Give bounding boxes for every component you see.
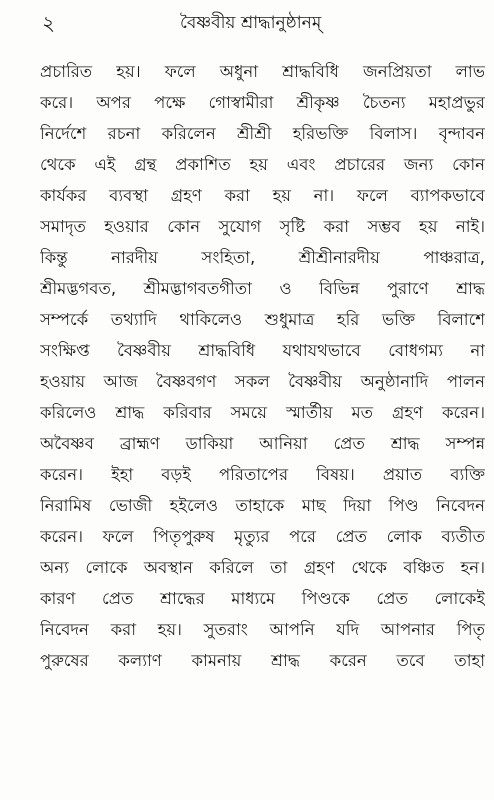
text-line: কার্যকর ব্যবস্থা গ্রহণ করা হয় না। ফলে ব্যাপকভাবে (40, 186, 485, 205)
text-line: করিলেও শ্রাদ্ধ করিবার সময়ে স্মার্তীয় মত গ্রহণ করেন। (40, 403, 485, 422)
text-line: অবৈষ্ণব ব্রাহ্মণ ডাকিয়া আনিয়া প্রেত শ্রাদ্ধ সম্পন্ন (40, 434, 485, 453)
text-line: হওয়ায় আজ বৈষ্ণবগণ সকল বৈষ্ণবীয় অনুষ্ঠানাদি পালন (40, 372, 485, 391)
text-line: নিরামিষ ভোজী হইলেও তাহাকে মাছ দিয়া পিণ্ড নিবেদন (40, 496, 485, 515)
text-line: করেন। ইহা বড়ই পরিতাপের বিষয়। প্রয়াত ব্যক্তি (40, 465, 485, 484)
page-number: ২ (42, 11, 56, 35)
text-line: করে। অপর পক্ষে গোস্বামীরা শ্রীকৃষ্ণ চৈতন্য মহাপ্রভুর (40, 93, 485, 112)
text-line: সম্পর্কে তথ্যাদি থাকিলেও শুধুমাত্র হরি ভক্তি বিলাশে (40, 310, 485, 329)
text-line: প্রচারিত হয়। ফলে অধুনা শ্রাদ্ধবিধি জনপ্রিয়তা লাভ (40, 62, 485, 81)
body-text (40, 56, 485, 676)
text-line: থেকে এই গ্রন্থ প্রকাশিত হয় এবং প্রচারের জন্য কোন (40, 155, 485, 174)
text-line: সমাদৃত হওয়ার কোন সুযোগ সৃষ্টি করা সম্ভব হয় নাই। (40, 217, 485, 236)
text-line: পুরুষের কল্যাণ কামনায় শ্রাদ্ধ করেন তবে তাহা (40, 651, 485, 670)
text-line: করেন। ফলে পিতৃপুরুষ মৃত্যুর পরে প্রেত লোক ব্যতীত (40, 527, 485, 546)
text-line: কিন্তু নারদীয় সংহিতা, শ্রীশ্রীনারদীয় পাঞ্চরাত্র, (40, 248, 485, 267)
text-line: শ্রীমদ্ভগবত, শ্রীমদ্ভাগবতগীতা ও বিভিন্ন পুরাণে শ্রাদ্ধ (40, 279, 485, 298)
text-line: সংক্ষিপ্ত বৈষ্ণবীয় শ্রাদ্ধবিধি যথাযথভাবে বোধগম্য না (40, 341, 485, 360)
running-header (40, 8, 454, 38)
text-line: নিবেদন করা হয়। সুতরাং আপনি যদি আপনার পিতৃ (40, 620, 485, 639)
running-title: বৈষ্ণবীয় শ্রাদ্ধানুষ্ঠানম্ (180, 13, 322, 33)
text-line: কারণ প্রেত শ্রাদ্ধের মাধ্যমে পিণ্ডকে প্রেত লোকেই (40, 589, 485, 608)
text-line: অন্য লোকে অবস্থান করিলে তা গ্রহণ থেকে বঞ্চিত হন। (40, 558, 485, 577)
text-line: নির্দেশে রচনা করিলেন শ্রীশ্রী হরিভক্তি বিলাস। বৃন্দাবন (40, 124, 485, 143)
